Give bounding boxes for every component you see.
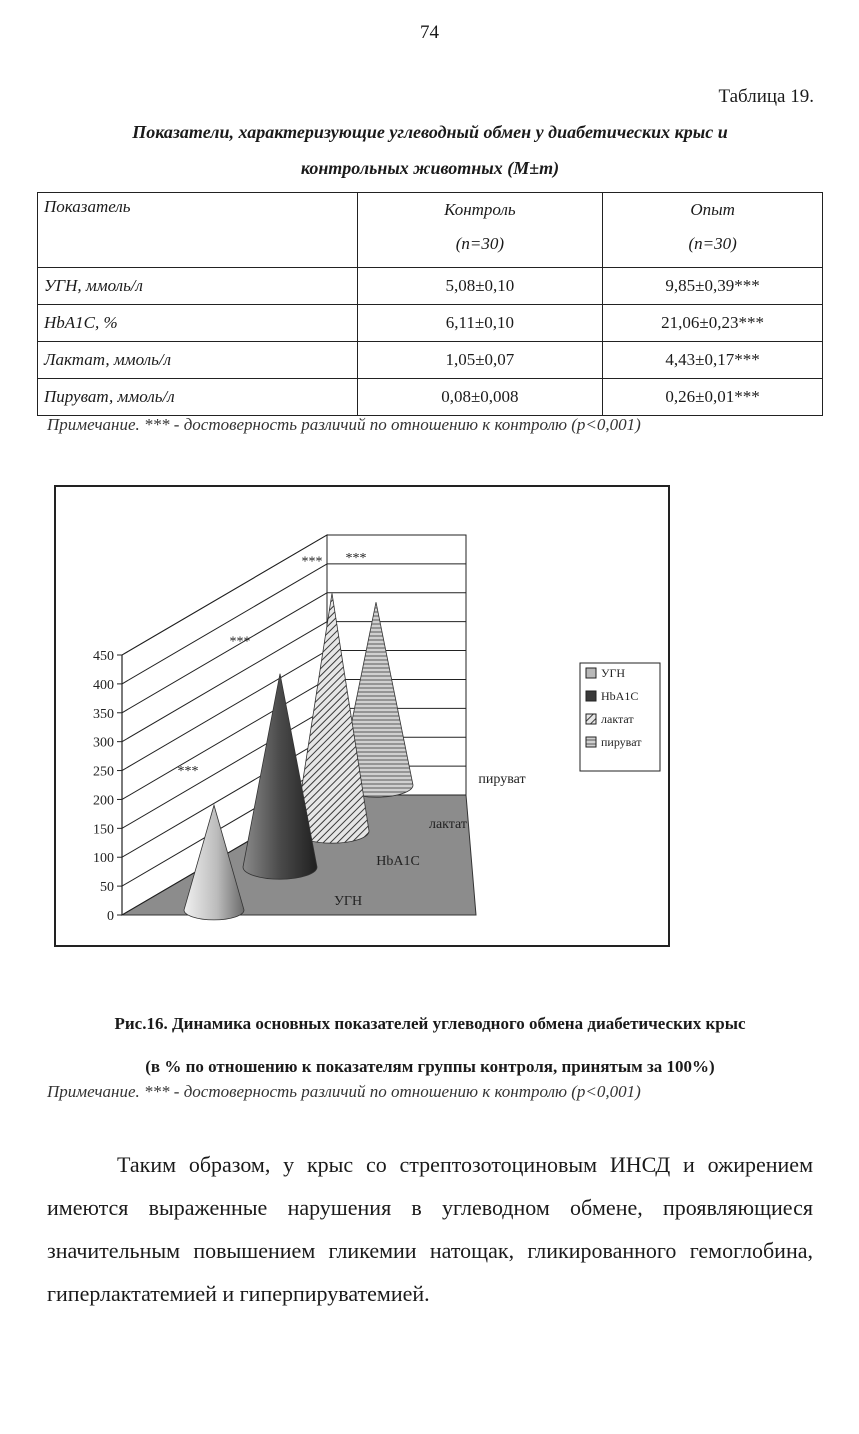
y-tick-label: 0: [107, 909, 114, 924]
figure-caption-line-1: Рис.16. Динамика основных показателей углеводного обмена диабетических крыс: [114, 1014, 746, 1033]
table-title-line-1: Показатели, характеризующие углеводный обмен у диабетических крыс и: [132, 122, 728, 142]
table-label: Таблица 19.: [718, 86, 814, 107]
chart-legend: [580, 663, 660, 771]
row-indicator: УГН, ммоль/л: [38, 268, 358, 305]
y-tick-label: 50: [100, 880, 114, 896]
legend-swatch: [586, 668, 596, 678]
row-control-value: 1,05±0,07: [357, 342, 603, 379]
row-control-value: 6,11±0,10: [357, 305, 603, 342]
table-note: Примечание. *** - достоверность различий по отношению к контролю (р<0,001): [47, 415, 641, 434]
table-title-line-2: контрольных животных (M±m): [300, 158, 560, 178]
chart-frame: [54, 485, 670, 947]
category-label: HbA1C: [376, 854, 420, 869]
legend-swatch: [586, 737, 596, 747]
category-label: пируват: [478, 772, 526, 787]
y-tick-label: 100: [93, 851, 114, 867]
header-control: [357, 193, 603, 268]
table-row: [38, 342, 823, 379]
legend-label: УГН: [601, 666, 626, 680]
legend-swatch: [586, 691, 596, 701]
category-label: лактат: [428, 817, 468, 832]
table-row: [38, 268, 823, 305]
row-experiment-value: 0,26±0,01***: [603, 379, 823, 416]
y-tick-label: 250: [93, 764, 114, 780]
header-control-n: (n=30): [455, 234, 505, 253]
page-number: 74: [420, 22, 439, 43]
row-indicator: Лактат, ммоль/л: [38, 342, 358, 379]
significance-label: ***: [301, 554, 323, 570]
body-paragraph: Таким образом, у крыс со стрептозотоциновым ИНСД и ожирением имеются выраженные нарушения в углеводном обмене, проявляющиеся значительным повышением гликемии натощак, гликированного гемоглобина, гиперлактатемией и гиперпируватемией.: [47, 1152, 813, 1306]
y-tick-label: 450: [93, 649, 114, 664]
row-control-value: 5,08±0,10: [357, 268, 603, 305]
row-experiment-value: 4,43±0,17***: [603, 342, 823, 379]
y-tick-label: 150: [93, 822, 114, 838]
legend-label: HbA1C: [601, 689, 639, 703]
figure-note: Примечание. *** - достоверность различий по отношению к контролю (р<0,001): [47, 1082, 641, 1101]
y-tick-label: 200: [93, 793, 114, 809]
significance-label: ***: [229, 634, 251, 650]
header-experiment-n: (n=30): [688, 234, 737, 253]
row-indicator: Пируват, ммоль/л: [38, 379, 358, 416]
header-experiment-label: Опыт: [690, 200, 735, 219]
legend-swatch: [586, 714, 596, 724]
header-control-label: Контроль: [444, 200, 516, 219]
category-label: УГН: [333, 894, 363, 909]
table-row: [38, 305, 823, 342]
table-row: [38, 379, 823, 416]
row-experiment-value: 9,85±0,39***: [603, 268, 823, 305]
row-indicator: HbA1C, %: [38, 305, 358, 342]
row-experiment-value: 21,06±0,23***: [603, 305, 823, 342]
y-tick-label: 300: [93, 735, 114, 751]
header-indicator: Показатель: [38, 193, 358, 268]
cone-chart: [56, 487, 668, 945]
table-header-row: [38, 193, 823, 268]
significance-label: ***: [345, 551, 367, 567]
header-experiment: [603, 193, 823, 268]
legend-label: лактат: [601, 712, 634, 726]
data-table: [37, 192, 823, 416]
significance-label: ***: [177, 764, 199, 780]
row-control-value: 0,08±0,008: [357, 379, 603, 416]
legend-label: пируват: [601, 735, 642, 749]
figure-caption-line-2: (в % по отношению к показателям группы контроля, принятым за 100%): [145, 1057, 715, 1076]
y-tick-label: 350: [93, 706, 114, 722]
y-tick-label: 400: [93, 677, 114, 693]
